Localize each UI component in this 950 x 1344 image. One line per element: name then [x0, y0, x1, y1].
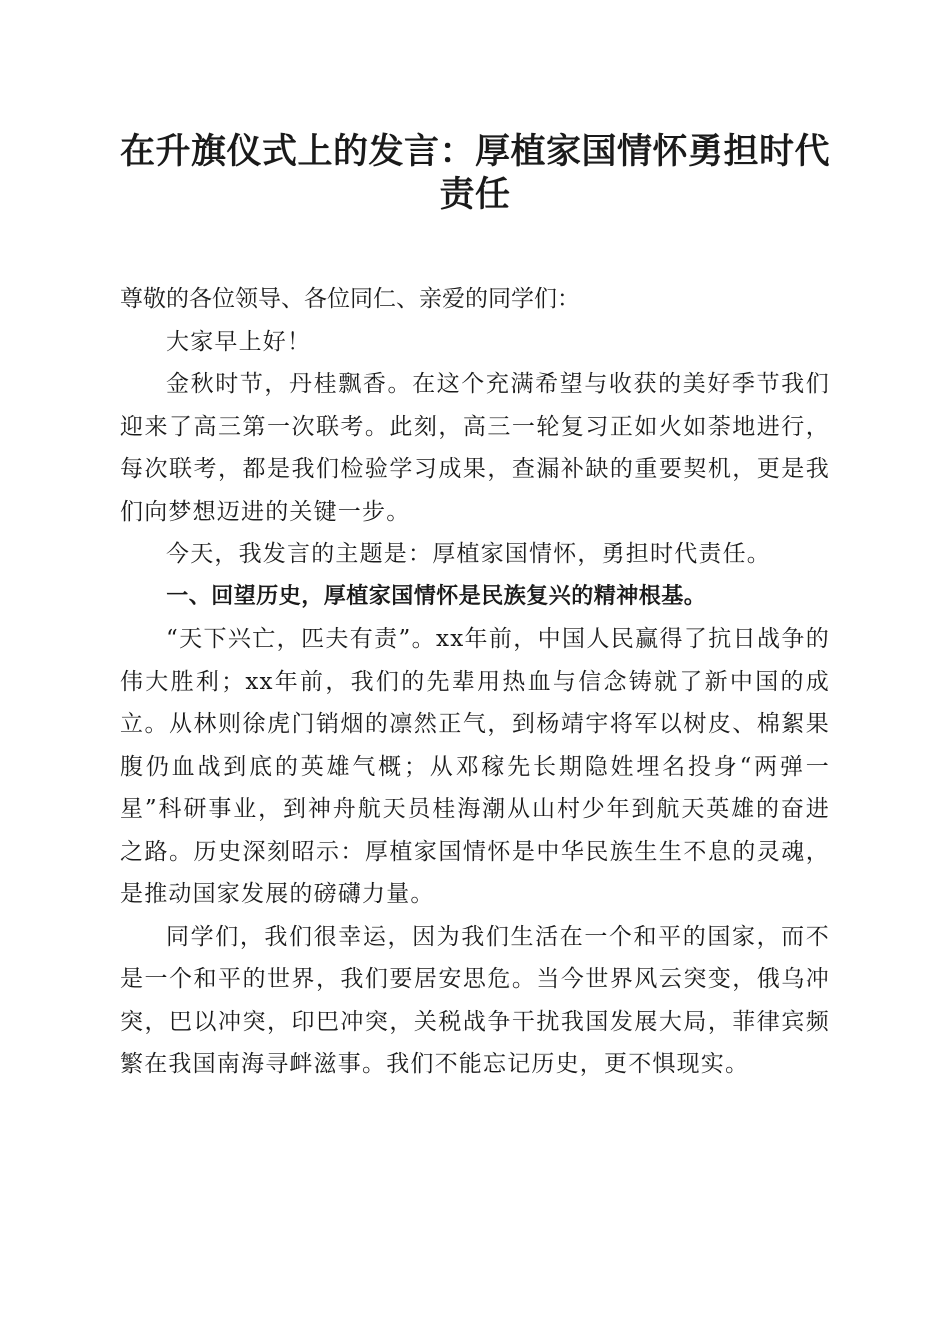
document-page	[120, 130, 830, 1086]
document-body	[120, 278, 830, 1086]
document-title: 在升旗仪式上的发言：厚植家国情怀勇担时代责任	[120, 131, 831, 215]
paragraph-intro: 金秋时节，丹桂飘香。在这个充满希望与收获的美好季节我们迎来了高三第一次联考。此刻，高三一轮复习正如火如荼地进行，每次联考，都是我们检验学习成果，查漏补缺的重要契机，更是我们向梦想迈进的关键一步。	[120, 371, 830, 525]
salutation: 尊敬的各位领导、各位同仁、亲爱的同学们：	[120, 286, 580, 312]
paragraph-theme: 今天，我发言的主题是：厚植家国情怀，勇担时代责任。	[166, 541, 771, 567]
paragraph-history: “天下兴亡，匹夫有责”。xx年前，中国人民赢得了抗日战争的伟大胜利；xx年前，我们的先辈用热血与信念铸就了新中国的成立。从林则徐虎门销烟的凛然正气，到杨靖宇将军以树皮、棉絮果腹仍血战到底的英雄气概；从邓稼先长期隐姓埋名投身“两弹一星”科研事业，到神舟航天员桂海潮从山村少年到航天英雄的奋进之路。历史深刻昭示：厚植家国情怀是中华民族生生不息的灵魂，是推动国家发展的磅礴力量。	[120, 626, 830, 907]
paragraph-present: 同学们，我们很幸运，因为我们生活在一个和平的国家，而不是一个和平的世界，我们要居安思危。当今世界风云突变，俄乌冲突，巴以冲突，印巴冲突，关税战争干扰我国发展大局，菲律宾频繁在我国南海寻衅滋事。我们不能忘记历史，更不惧现实。	[120, 923, 830, 1077]
section-heading: 一、回望历史，厚植家国情怀是民族复兴的精神根基。	[166, 583, 707, 609]
greeting: 大家早上好！	[166, 328, 312, 355]
